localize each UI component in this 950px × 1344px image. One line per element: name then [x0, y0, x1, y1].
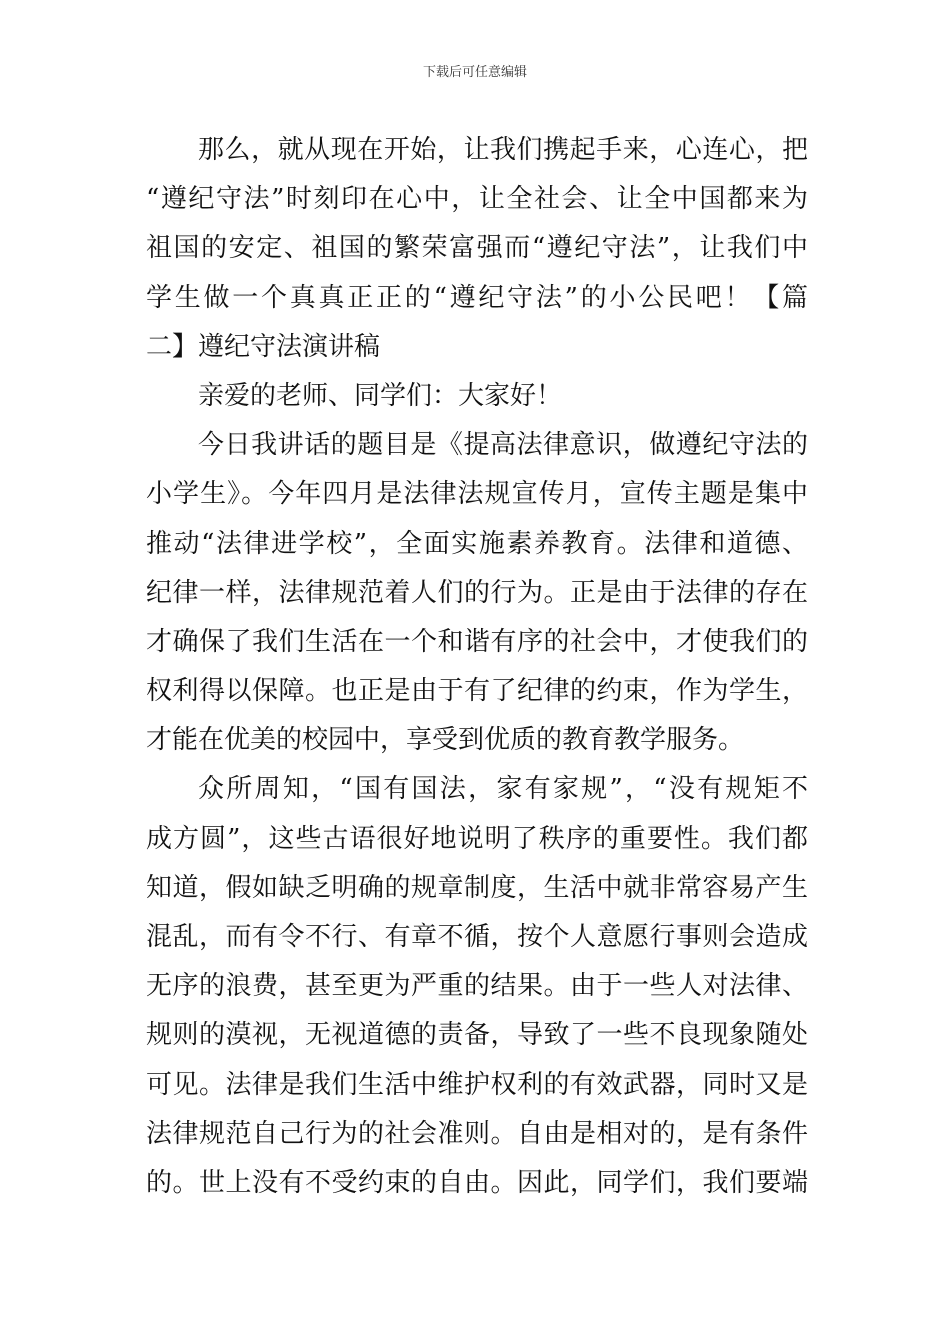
text-line: “遵纪守法”时刻印在心中，让全社会、让全中国都来为 — [146, 184, 808, 215]
text-line: 小学生》。今年四月是法律法规宣传月，宣传主题是集中 — [146, 479, 808, 510]
text-line: 的。世上没有不受约束的自由。因此，同学们，我们要端 — [146, 1167, 808, 1198]
text-line: 那么，就从现在开始，让我们携起手来，心连心，把 — [198, 135, 808, 165]
text-line: 推动“法律进学校”，全面实施素养教育。法律和道德、 — [146, 528, 808, 559]
text-line: 学生做一个真真正正的“遵纪守法”的小公民吧！【篇 — [146, 282, 808, 313]
text-line: 可见。法律是我们生活中维护权利的有效武器，同时又是 — [146, 1069, 808, 1100]
text-line: 知道，假如缺乏明确的规章制度，生活中就非常容易产生 — [146, 872, 808, 903]
text-line: 二】遵纪守法演讲稿 — [146, 331, 381, 362]
page-header: 下载后可任意编辑 — [422, 65, 527, 80]
text-line: 亲爱的老师、同学们：大家好！ — [198, 380, 563, 411]
document-body — [146, 126, 808, 1208]
text-line: 规则的漠视，无视道德的责备，导致了一些不良现象随处 — [146, 1020, 808, 1051]
text-line: 今日我讲话的题目是《提高法律意识，做遵纪守法的 — [198, 430, 808, 461]
text-line: 成方圆”，这些古语很好地说明了秩序的重要性。我们都 — [146, 823, 808, 854]
text-line: 法律规范自己行为的社会准则。自由是相对的，是有条件 — [146, 1118, 808, 1149]
text-line: 无序的浪费，甚至更为严重的结果。由于一些人对法律、 — [146, 971, 808, 1002]
text-line: 混乱，而有令不行、有章不循，按个人意愿行事则会造成 — [146, 922, 808, 952]
text-line: 纪律一样，法律规范着人们的行为。正是由于法律的存在 — [146, 577, 808, 608]
text-line: 权利得以保障。也正是由于有了纪律的约束，作为学生， — [146, 676, 808, 707]
text-line: 众所周知，“国有国法，家有家规”，“没有规矩不 — [198, 774, 808, 805]
text-line: 才能在优美的校园中，享受到优质的教育教学服务。 — [146, 725, 745, 756]
text-line: 才确保了我们生活在一个和谐有序的社会中，才使我们的 — [146, 626, 808, 657]
text-line: 祖国的安定、祖国的繁荣富强而“遵纪守法”，让我们中 — [146, 233, 808, 264]
